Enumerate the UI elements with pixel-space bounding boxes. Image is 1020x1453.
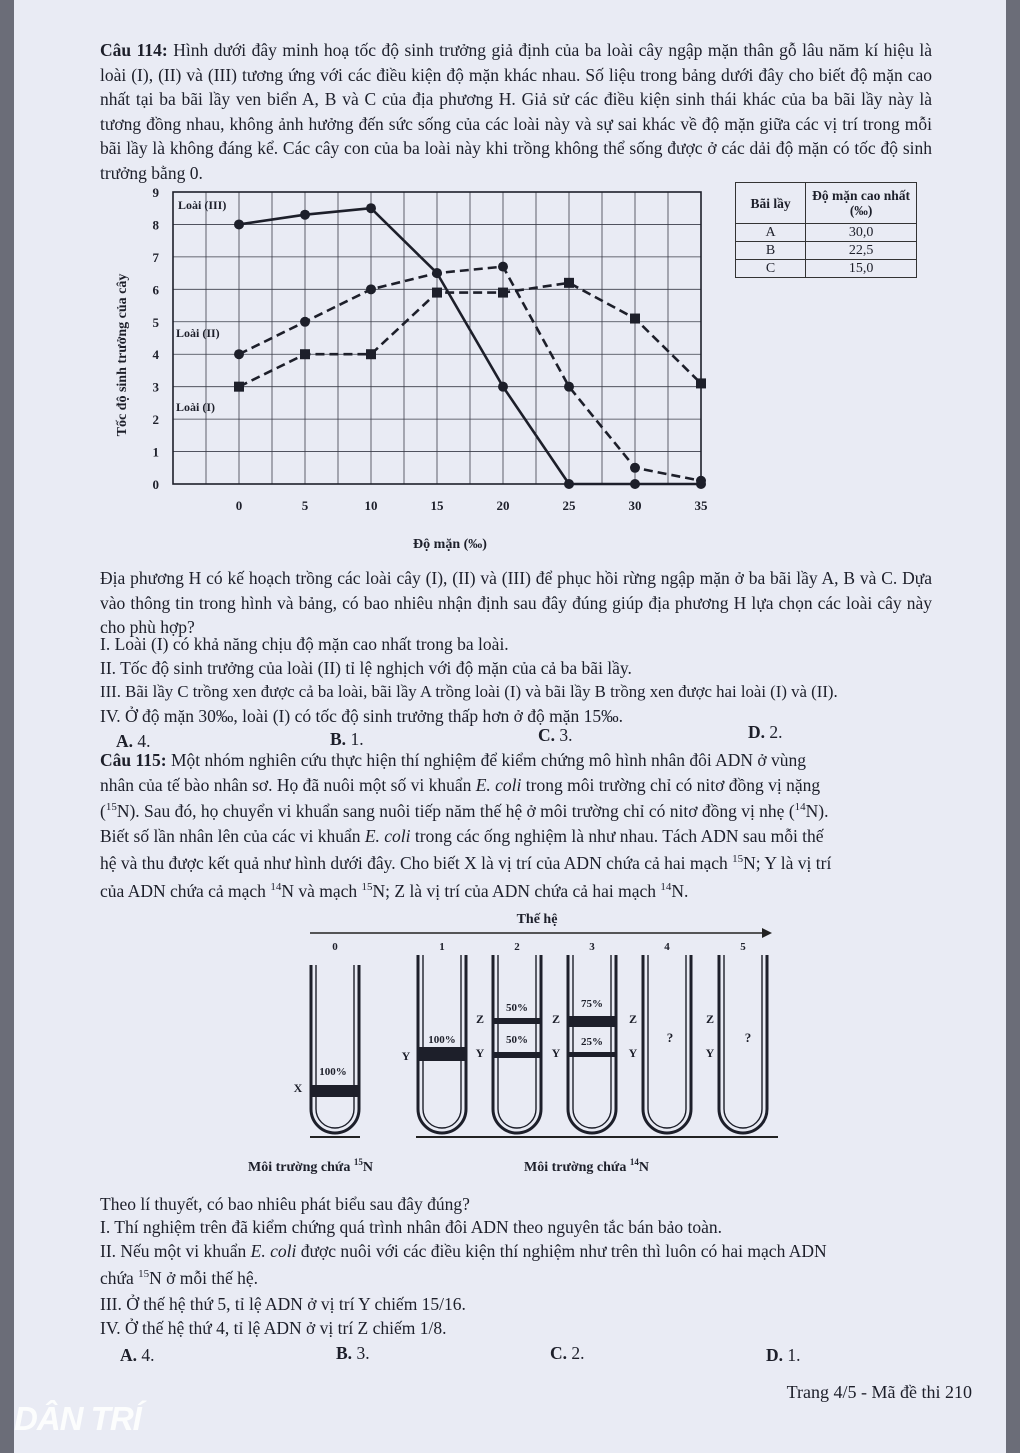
data-point bbox=[630, 479, 640, 489]
label-x: X bbox=[293, 1081, 303, 1095]
q114-statement-2: II. Tốc độ sinh trưởng của loài (II) tỉ lệ nghịch với độ mặn của cả ba bãi lầy. bbox=[100, 658, 632, 678]
band-pct: 100% bbox=[319, 1066, 347, 1078]
label-y: Y bbox=[551, 1046, 561, 1060]
data-point bbox=[498, 382, 508, 392]
label-z: Z bbox=[475, 1012, 485, 1026]
generation-label: 0 bbox=[332, 941, 338, 953]
test-tube bbox=[311, 965, 359, 1133]
q115-option-d[interactable]: D. 1. bbox=[766, 1345, 801, 1365]
data-point bbox=[696, 378, 706, 388]
q114-question: Địa phương H có kế hoạch trồng các loài cây (I), (II) và (III) để phục hồi rừng ngập mặn ở ba bãi lầy A, B và C. Dựa vào thông tin trong hình và bảng, có bao nhiêu nhận định sau đây đúng giúp địa phương H lựa chọn các loài cây này cho phù hợp? bbox=[100, 568, 932, 637]
salinity-table bbox=[735, 182, 917, 278]
band-z bbox=[568, 1016, 616, 1027]
generation-label: 1 bbox=[439, 941, 445, 953]
band-z bbox=[493, 1018, 541, 1024]
q115-line-3: ($^{15}$N). Sau đó, họ chuyển vi khuẩn sang nuôi tiếp năm thế hệ ở môi trường chỉ có nitơ đồng vị nhẹ ($^{14}$N). bbox=[100, 801, 829, 821]
data-point bbox=[564, 479, 574, 489]
table-row: A 30,0 bbox=[736, 224, 917, 242]
x-tick-label: 20 bbox=[496, 498, 510, 513]
table-header-do-man: Độ mặn cao nhất (‰) bbox=[806, 183, 917, 224]
generation-arrow-head bbox=[762, 928, 772, 938]
data-point bbox=[564, 382, 574, 392]
legend-loai-i: Loài (I) bbox=[176, 400, 215, 414]
data-point bbox=[564, 278, 574, 288]
data-point bbox=[366, 203, 376, 213]
q114-intro: Câu 114: Hình dưới đây minh hoạ tốc độ sinh trưởng giả định của ba loài cây ngập mặn thân gỗ lâu năm kí hiệu là loài (I), (II) và (III) tương ứng với các điều kiện độ mặn khác nhau. Số liệu trong bảng dưới đây cho biết độ mặn cao nhất tại ba bãi lầy ven biển A, B và C của địa phương H. Giả sử các điều kiện sinh thái khác của ba bãi lầy này là tương đồng nhau, không ảnh hưởng đến sức sống của các loài này và sự sai khác về độ mặn giữa các vị trí trong mỗi bãi lầy là không đáng kể. Các cây con của ba loài này khi trồng không thể sống được ở các dải độ mặn có tốc độ sinh trưởng bằng 0. bbox=[100, 40, 932, 183]
q114-option-b[interactable]: B. 1. bbox=[330, 729, 364, 749]
data-point bbox=[630, 463, 640, 473]
y-tick-label: 6 bbox=[152, 282, 159, 298]
q115-question: Theo lí thuyết, có bao nhiêu phát biểu sau đây đúng? bbox=[100, 1194, 470, 1214]
table-header-bai-lay: Bãi lầy bbox=[736, 183, 806, 224]
chart-x-label: Độ mặn (‰) bbox=[413, 537, 487, 552]
x-tick-label: 0 bbox=[235, 498, 243, 513]
data-point bbox=[366, 349, 376, 359]
growth-chart bbox=[108, 180, 718, 555]
x-tick-label: 10 bbox=[364, 498, 378, 513]
band-pct: 50% bbox=[506, 1002, 528, 1014]
q114-label: Câu 114: bbox=[100, 40, 168, 60]
q115-statement-3: III. Ở thế hệ thứ 5, tỉ lệ ADN ở vị trí Y chiếm 15/16. bbox=[100, 1294, 466, 1314]
env-14n-label: Môi trường chứa $^{14}$N bbox=[524, 1157, 649, 1175]
y-tick-label: 8 bbox=[152, 217, 159, 233]
data-point bbox=[300, 317, 310, 327]
q115-line-1: Câu 115: Một nhóm nghiên cứu thực hiện thí nghiệm để kiểm chứng mô hình nhân đôi ADN ở vùng bbox=[100, 750, 807, 770]
band-pct: 50% bbox=[506, 1034, 528, 1046]
y-tick-label: 1 bbox=[152, 444, 159, 460]
y-tick-label: 0 bbox=[152, 477, 159, 492]
q114-option-c[interactable]: C. 3. bbox=[538, 725, 573, 745]
data-point bbox=[234, 382, 244, 392]
dna-tube-figure bbox=[240, 905, 800, 1185]
q115-statement-4: IV. Ở thế hệ thứ 4, tỉ lệ ADN ở vị trí Z chiếm 1/8. bbox=[100, 1318, 447, 1338]
q115-line-4: Biết số lần nhân lên của các vi khuẩn E. coli trong các ống nghiệm là như nhau. Tách ADN sau mỗi thế bbox=[100, 826, 824, 846]
y-tick-label: 2 bbox=[152, 412, 159, 428]
q115-line-2: nhân của tế bào nhân sơ. Họ đã nuôi một số vi khuẩn E. coli trong môi trường chỉ có nitơ đồng vị nặng bbox=[100, 775, 821, 795]
x-tick-label: 35 bbox=[694, 498, 708, 513]
legend-loai-ii: Loài (II) bbox=[176, 326, 220, 340]
band-pct: 75% bbox=[581, 998, 603, 1010]
x-tick-label: 5 bbox=[301, 498, 309, 513]
y-tick-label: 9 bbox=[152, 185, 159, 200]
data-point bbox=[696, 476, 706, 486]
test-tube-inner bbox=[724, 955, 762, 1128]
q115-line-6: của ADN chứa cả mạch $^{14}$N và mạch $^{15}$N; Z là vị trí của ADN chứa cả hai mạch $^{14}$N. bbox=[100, 881, 689, 901]
unknown-mark: ? bbox=[744, 1030, 752, 1045]
q115-label: Câu 115: bbox=[100, 750, 167, 770]
q115-line-5: hệ và thu được kết quả như hình dưới đây. Cho biết X là vị trí của ADN chứa cả hai mạch $^{15}$N; Y là vị trí bbox=[100, 853, 832, 873]
band-pct: 25% bbox=[581, 1036, 603, 1048]
band-y bbox=[418, 1047, 466, 1061]
q115-statement-1: I. Thí nghiệm trên đã kiểm chứng quá trình nhân đôi ADN theo nguyên tắc bán bảo toàn. bbox=[100, 1217, 723, 1237]
label-y: Y bbox=[475, 1046, 485, 1060]
table-row: B 22,5 bbox=[736, 242, 917, 260]
q114-statement-3: III. Bãi lầy C trồng xen được cả ba loài, bãi lầy A trồng loài (I) và bãi lầy B trồng xen được hai loài (I) và (II). bbox=[100, 682, 838, 701]
y-tick-label: 4 bbox=[152, 347, 159, 363]
data-point bbox=[498, 262, 508, 272]
generation-label: 2 bbox=[514, 941, 520, 953]
data-point bbox=[300, 210, 310, 220]
label-y: Y bbox=[705, 1046, 715, 1060]
q114-option-a[interactable]: A. 4. bbox=[116, 731, 151, 751]
band-x bbox=[311, 1085, 359, 1097]
band-y bbox=[568, 1052, 616, 1057]
dantri-watermark-logo: DÂN TRÍ bbox=[14, 1400, 141, 1437]
q115-statement-2: II. Nếu một vi khuẩn E. coli được nuôi với các điều kiện thí nghiệm như trên thì luôn có hai mạch ADN bbox=[100, 1241, 827, 1261]
label-z: Z bbox=[628, 1012, 638, 1026]
generation-label: 4 bbox=[664, 941, 670, 953]
test-tube-inner bbox=[316, 965, 354, 1128]
q114-statement-1: I. Loài (I) có khả năng chịu độ mặn cao nhất trong ba loài. bbox=[100, 634, 509, 654]
data-point bbox=[432, 268, 442, 278]
x-tick-label: 25 bbox=[562, 498, 576, 513]
figure-title: Thế hệ bbox=[516, 912, 558, 927]
data-point bbox=[432, 288, 442, 298]
q115-option-b[interactable]: B. 3. bbox=[336, 1343, 370, 1363]
page-footer: Trang 4/5 - Mã đề thi 210 bbox=[786, 1382, 972, 1402]
data-point bbox=[234, 349, 244, 359]
q114-option-d[interactable]: D. 2. bbox=[748, 722, 783, 742]
data-point bbox=[366, 284, 376, 294]
label-z: Z bbox=[705, 1012, 715, 1026]
label-y: Y bbox=[628, 1046, 638, 1060]
band-pct: 100% bbox=[428, 1034, 456, 1046]
y-tick-label: 7 bbox=[152, 249, 159, 265]
unknown-mark: ? bbox=[666, 1030, 674, 1045]
generation-label: 3 bbox=[589, 941, 595, 953]
chart-y-label: Tốc độ sinh trưởng của cây bbox=[115, 273, 130, 437]
generation-label: 5 bbox=[740, 941, 746, 953]
test-tube bbox=[719, 955, 767, 1133]
band-y bbox=[493, 1052, 541, 1058]
y-tick-label: 5 bbox=[152, 314, 159, 330]
q114-statement-4: IV. Ở độ mặn 30‰, loài (I) có tốc độ sinh trưởng thấp hơn ở độ mặn 15‰. bbox=[100, 706, 623, 726]
x-tick-label: 30 bbox=[628, 498, 642, 513]
table-row: C 15,0 bbox=[736, 260, 917, 278]
label-z: Z bbox=[551, 1012, 561, 1026]
data-point bbox=[630, 314, 640, 324]
env-15n-label: Môi trường chứa $^{15}$N bbox=[248, 1157, 373, 1175]
data-point bbox=[300, 349, 310, 359]
q115-option-c[interactable]: C. 2. bbox=[550, 1343, 585, 1363]
legend-loai-iii: Loài (III) bbox=[178, 198, 227, 212]
q115-option-a[interactable]: A. 4. bbox=[120, 1345, 155, 1365]
data-point bbox=[498, 288, 508, 298]
x-tick-label: 15 bbox=[430, 498, 444, 513]
y-tick-label: 3 bbox=[152, 379, 159, 395]
label-y: Y bbox=[401, 1049, 411, 1063]
q115-statement-2-cont: chứa $^{15}$N ở mỗi thế hệ. bbox=[100, 1268, 259, 1288]
data-point bbox=[234, 219, 244, 229]
